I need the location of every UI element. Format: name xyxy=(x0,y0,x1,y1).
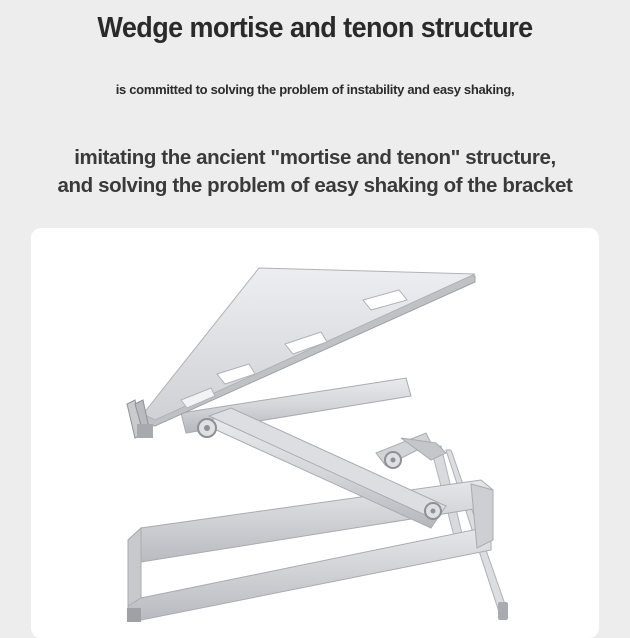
tagline: is committed to solving the problem of instability and easy shaking, xyxy=(115,82,515,97)
laptop-stand-illustration xyxy=(31,228,599,630)
product-image-card xyxy=(31,228,599,638)
headline: Wedge mortise and tenon structure xyxy=(97,12,533,44)
description xyxy=(0,144,630,200)
description-line-1: imitating the ancient "mortise and tenon" structure, xyxy=(74,146,556,169)
description-line-2: and solving the problem of easy shaking of the bracket xyxy=(57,174,573,197)
base-frame xyxy=(127,480,493,622)
